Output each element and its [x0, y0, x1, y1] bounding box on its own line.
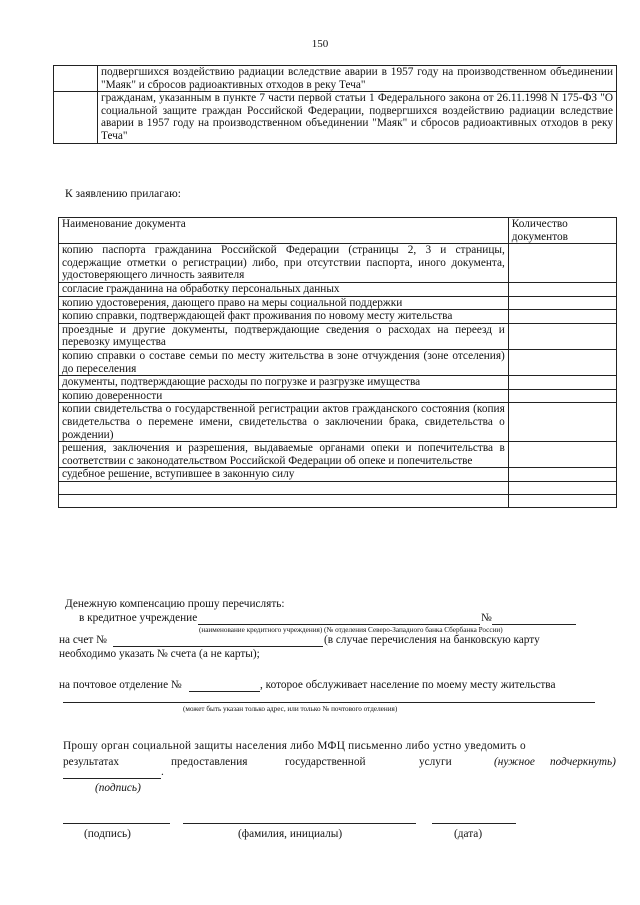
address-field[interactable]: [63, 702, 595, 703]
notify-word: предоставления: [171, 756, 248, 768]
document-count[interactable]: [508, 310, 616, 324]
header-document-count: Количество документов: [508, 218, 616, 244]
notify-signature-caption: (подпись): [95, 782, 141, 794]
table-row: [59, 296, 617, 310]
notify-word: услуги: [419, 756, 452, 768]
signature-field[interactable]: [63, 823, 170, 824]
bank-caption: (наименование кредитного учреждения) (№ отделения Северо-Западного банка Сбербанка России): [199, 626, 503, 634]
document-count[interactable]: [508, 403, 616, 442]
signature-caption: (подпись): [84, 828, 131, 840]
document-name: решения, заключения и разрешения, выдаваемые органами опеки и попечительства в соответствии с законодательством Российской Федерации об опеке и попечительстве: [59, 442, 509, 468]
document-count[interactable]: [508, 468, 616, 482]
account-note: (в случае перечисления на банковскую карту: [324, 634, 540, 646]
account-number-field[interactable]: [113, 646, 323, 647]
document-count[interactable]: [508, 244, 616, 283]
table-row: [59, 310, 617, 324]
document-count[interactable]: [508, 494, 616, 507]
page-number: 150: [311, 38, 329, 50]
table-row: [59, 282, 617, 296]
document-name: копию удостоверения, дающего право на меры социальной поддержки: [59, 296, 509, 310]
document-name: документы, подтверждающие расходы по погрузке и разгрузке имущества: [59, 376, 509, 390]
document-count[interactable]: [508, 323, 616, 349]
document-name: согласие гражданина на обработку персональных данных: [59, 282, 509, 296]
bank-label: в кредитное учреждение: [79, 612, 198, 624]
table-row: [54, 66, 617, 92]
compensation-title: Денежную компенсацию прошу перечислять:: [65, 598, 285, 610]
full-name-caption: (фамилия, инициалы): [238, 828, 343, 840]
notify-text-line1: Прошу орган социальной защиты населения либо МФЦ письменно либо устно уведомить о: [63, 740, 526, 752]
table-row: [59, 442, 617, 468]
bank-name-field[interactable]: [198, 624, 480, 625]
document-name: копию справки, подтверждающей факт проживания по новому месту жительства: [59, 310, 509, 324]
post-office-label: на почтовое отделение №: [59, 679, 182, 691]
notify-word: подчеркнуть): [550, 756, 616, 768]
table-row: [59, 389, 617, 403]
document-name[interactable]: [59, 494, 509, 507]
document-name: судебное решение, вступившее в законную силу: [59, 468, 509, 482]
bank-number-label: №: [481, 612, 492, 624]
document-count[interactable]: [508, 376, 616, 390]
attachments-title: К заявлению прилагаю:: [65, 188, 181, 200]
notify-method-field[interactable]: [63, 778, 161, 779]
document-name: копию справки о составе семьи по месту жительства в зоне отчуждения (зоне отселения) до переселения: [59, 349, 509, 375]
document-name[interactable]: [59, 481, 509, 494]
post-office-caption: (может быть указан только адрес, или только № почтового отделения): [183, 705, 398, 713]
table-row: [59, 244, 617, 283]
document-name: копию доверенности: [59, 389, 509, 403]
notify-word: результатах: [63, 756, 120, 768]
documents-table: [58, 217, 617, 508]
document-name: копии свидетельства о государственной регистрации актов гражданского состояния (копия свидетельства о перемене имени, свидетельства о заключении брака, свидетельства о рождении): [59, 403, 509, 442]
table-row: [59, 349, 617, 375]
table-row: [59, 323, 617, 349]
table-row: [59, 403, 617, 442]
document-count[interactable]: [508, 349, 616, 375]
table-row: [59, 481, 617, 494]
post-office-note: , которое обслуживает население по моему месту жительства: [260, 679, 556, 691]
table-cell: подвергшихся воздействию радиации вследствие аварии в 1957 году на производственном объединении "Маяк" и сбросов радиоактивных отходов в реку Теча": [98, 66, 617, 92]
post-office-number-field[interactable]: [189, 691, 260, 692]
document-count[interactable]: [508, 389, 616, 403]
document-count[interactable]: [508, 282, 616, 296]
table-cell: [54, 92, 98, 143]
account-label: на счет №: [59, 634, 107, 646]
notify-word: (нужное: [494, 756, 535, 768]
table-row: [54, 92, 617, 143]
table-row: [59, 468, 617, 482]
notify-dot: .: [161, 766, 164, 778]
document-count[interactable]: [508, 481, 616, 494]
bank-branch-field[interactable]: [492, 624, 576, 625]
table-cell: [54, 66, 98, 92]
document-count[interactable]: [508, 296, 616, 310]
document-count[interactable]: [508, 442, 616, 468]
account-note-2: необходимо указать № счета (а не карты);: [59, 648, 260, 660]
date-field[interactable]: [432, 823, 516, 824]
document-name: проездные и другие документы, подтверждающие сведения о расходах на переезд и перевозку имущества: [59, 323, 509, 349]
top-table: [53, 65, 617, 144]
table-cell: гражданам, указанным в пункте 7 части первой статьи 1 Федерального закона от 26.11.1998 N 175-ФЗ "О социальной защите граждан Российской Федерации, подвергшихся воздействию радиации вследствие аварии в 1957 году на производственном объединении "Маяк" и сбросов радиоактивных отходов в реку Теча": [98, 92, 617, 143]
date-caption: (дата): [454, 828, 483, 840]
table-row: [59, 376, 617, 390]
header-document-name: Наименование документа: [59, 218, 509, 244]
notify-word: государственной: [285, 756, 366, 768]
full-name-field[interactable]: [183, 823, 416, 824]
table-row: [59, 494, 617, 507]
document-name: копию паспорта гражданина Российской Федерации (страницы 2, 3 и страницы, содержащие отметки о регистрации) либо, при отсутствии паспорта, иного документа, удостоверяющего личность заявителя: [59, 244, 509, 283]
table-header-row: [59, 218, 617, 244]
